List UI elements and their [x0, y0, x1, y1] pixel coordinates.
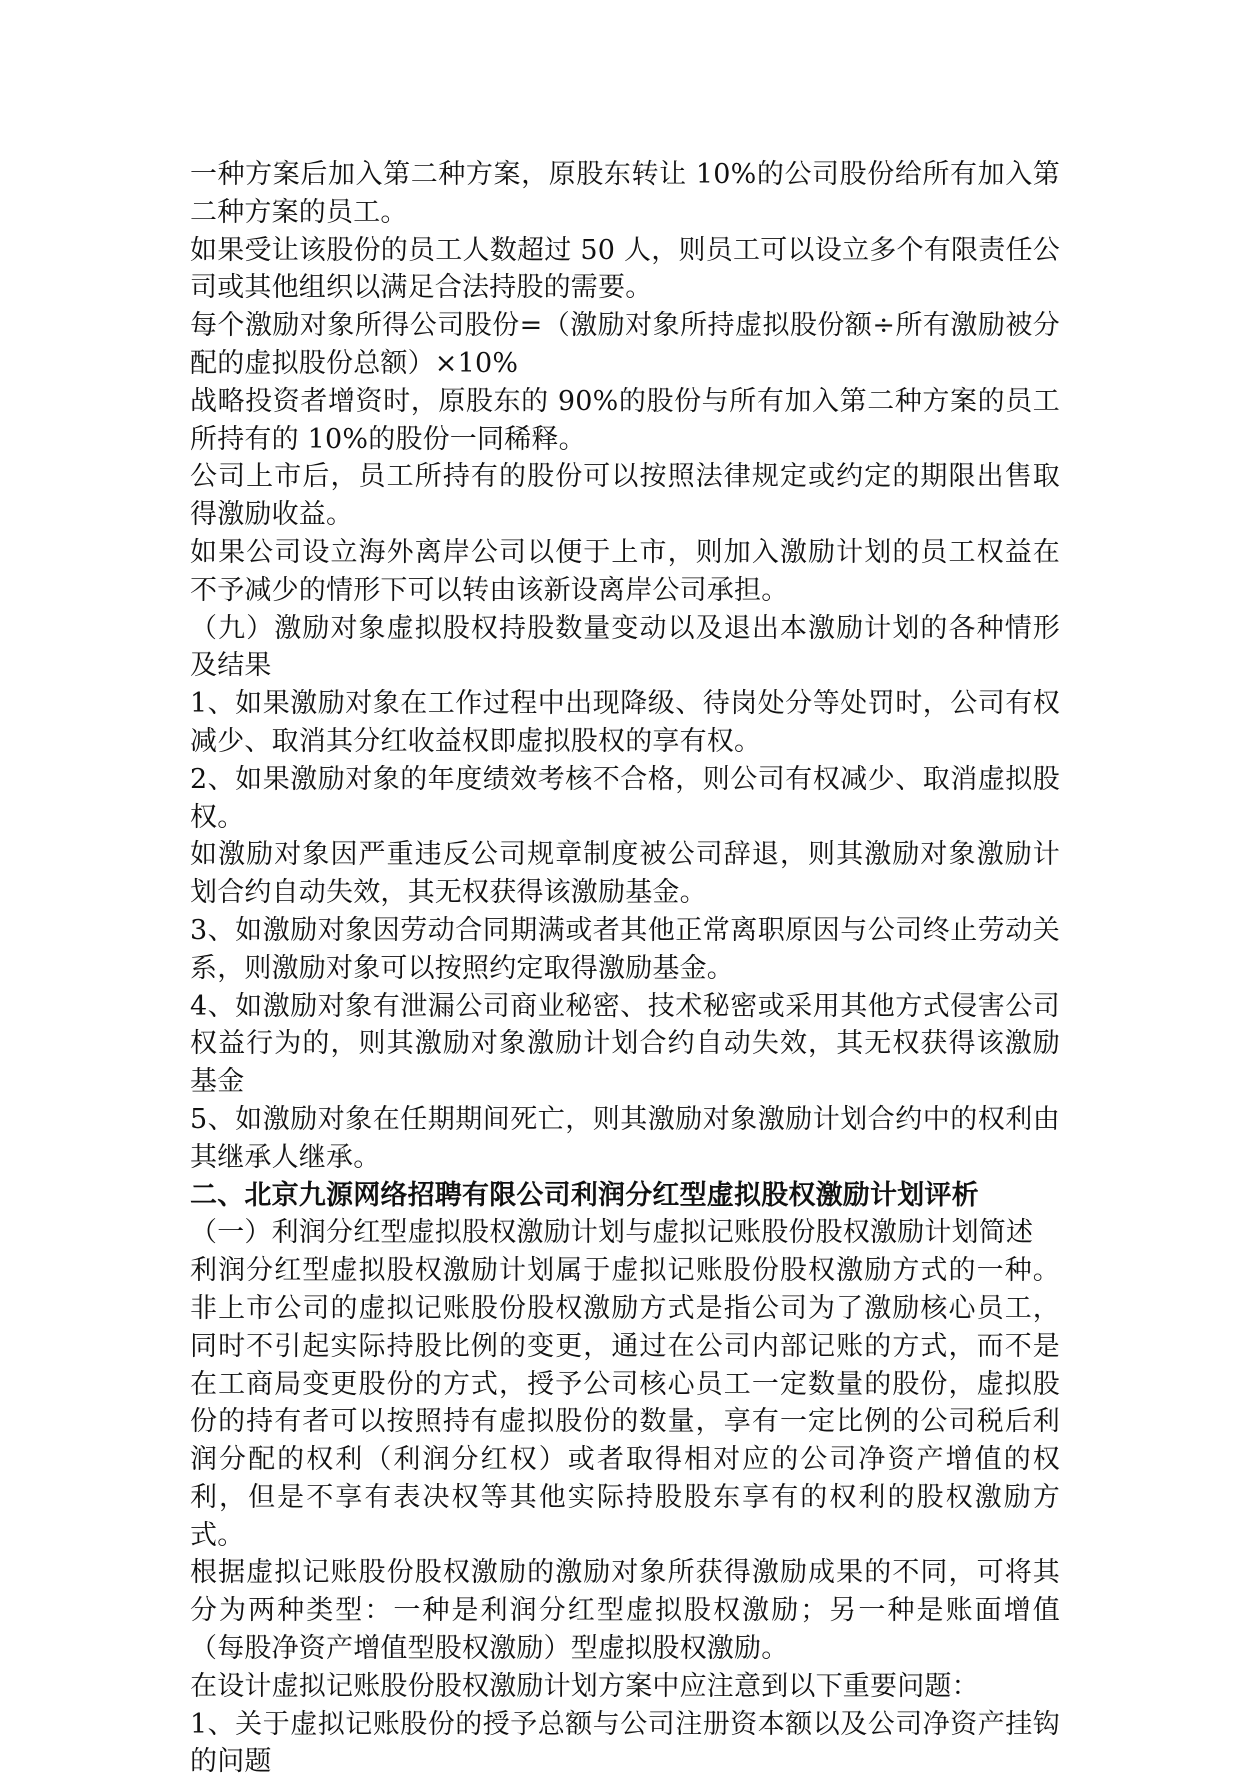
list-item: 1、关于虚拟记账股份的授予总额与公司注册资本额以及公司净资产挂钩的问题 [190, 1708, 1060, 1778]
subsection-title: （九）激励对象虚拟股权持股数量变动以及退出本激励计划的各种情形及结果 [190, 612, 1060, 682]
document-page [190, 156, 1060, 1781]
section-heading: 二、北京九源网络招聘有限公司利润分红型虚拟股权激励计划评析 [190, 1179, 979, 1211]
list-item: 3、如激励对象因劳动合同期满或者其他正常离职原因与公司终止劳动关系，则激励对象可以按照约定取得激励基金。 [190, 914, 1060, 984]
list-item: 1、如果激励对象在工作过程中出现降级、待岗处分等处罚时，公司有权减少、取消其分红收益权即虚拟股权的享有权。 [190, 688, 1060, 757]
list-item: 4、如激励对象有泄漏公司商业秘密、技术秘密或采用其他方式侵害公司权益行为的，则其激励对象激励计划合约自动失效，其无权获得该激励基金 [190, 990, 1060, 1098]
paragraph: 如果公司设立海外离岸公司以便于上市，则加入激励计划的员工权益在不予减少的情形下可以转由该新设离岸公司承担。 [190, 536, 1060, 606]
paragraph: 如激励对象因严重违反公司规章制度被公司辞退，则其激励对象激励计划合约自动失效，其无权获得该激励基金。 [190, 839, 1060, 909]
formula-paragraph: 每个激励对象所得公司股份=（激励对象所持虚拟股份额÷所有激励被分配的虚拟股份总额）×10% [190, 310, 1060, 379]
list-item: 2、如果激励对象的年度绩效考核不合格，则公司有权减少、取消虚拟股权。 [190, 763, 1060, 833]
paragraph: 如果受让该股份的员工人数超过 50 人，则员工可以设立多个有限责任公司或其他组织以满足合法持股的需要。 [190, 234, 1060, 304]
paragraph: 一种方案后加入第二种方案，原股东转让 10%的公司股份给所有加入第二种方案的员工。 [190, 159, 1060, 228]
paragraph: 战略投资者增资时，原股东的 90%的股份与所有加入第二种方案的员工所持有的 10%的股份一同稀释。 [190, 385, 1060, 455]
paragraph: 根据虚拟记账股份股权激励的激励对象所获得激励成果的不同，可将其分为两种类型：一种是利润分红型虚拟股权激励；另一种是账面增值（每股净资产增值型股权激励）型虚拟股权激励。 [190, 1557, 1060, 1665]
list-item: 5、如激励对象在任期期间死亡，则其激励对象激励计划合约中的权利由其继承人继承。 [190, 1103, 1060, 1173]
paragraph: 在设计虚拟记账股份股权激励计划方案中应注意到以下重要问题： [190, 1670, 979, 1702]
paragraph: 公司上市后，员工所持有的股份可以按照法律规定或约定的期限出售取得激励收益。 [190, 461, 1060, 531]
paragraph: 利润分红型虚拟股权激励计划属于虚拟记账股份股权激励方式的一种。非上市公司的虚拟记账股份股权激励方式是指公司为了激励核心员工，同时不引起实际持股比例的变更，通过在公司内部记账的方式，而不是在工商局变更股份的方式，授予公司核心员工一定数量的股份，虚拟股份的持有者可以按照持有虚拟股份的数量，享有一定比例的公司税后利润分配的权利（利润分红权）或者取得相对应的公司净资产增值的权利，但是不享有表决权等其他实际持股股东享有的权利的股权激励方式。 [190, 1255, 1060, 1551]
subsection-title: （一）利润分红型虚拟股权激励计划与虚拟记账股份股权激励计划简述 [190, 1217, 1034, 1249]
